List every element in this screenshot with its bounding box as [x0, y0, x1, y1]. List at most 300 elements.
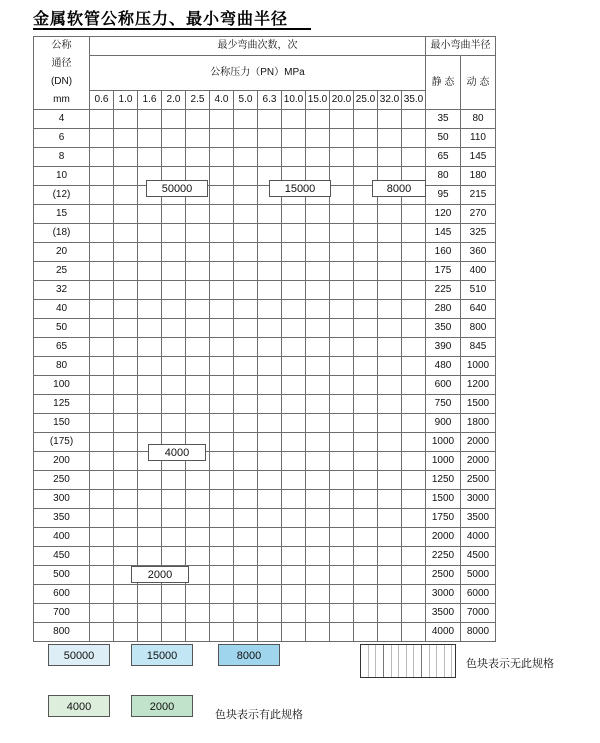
cell-r16-c5 [210, 414, 234, 433]
cell-r15-c3 [162, 395, 186, 414]
cell-r5-c8 [282, 205, 306, 224]
cell-r6-c10 [330, 224, 354, 243]
cell-r5-c3 [162, 205, 186, 224]
cell-r10-c12 [378, 300, 402, 319]
cell-r10-c7 [258, 300, 282, 319]
cell-r13-c4 [186, 357, 210, 376]
cell-r12-c0 [90, 338, 114, 357]
cell-r8-c10 [330, 262, 354, 281]
cell-r15-c5 [210, 395, 234, 414]
cell-r24-c8 [282, 566, 306, 585]
cell-r23-c10 [330, 547, 354, 566]
table-row [34, 433, 496, 452]
cell-r17-c0 [90, 433, 114, 452]
table-row [34, 471, 496, 490]
cell-r13-c11 [354, 357, 378, 376]
cell-r26-c8 [282, 604, 306, 623]
cell-r0-c9 [306, 110, 330, 129]
dn-value: 300 [34, 490, 90, 509]
cell-r22-c8 [282, 528, 306, 547]
cell-r18-c13 [402, 452, 426, 471]
cell-r17-c7 [258, 433, 282, 452]
cell-r23-c5 [210, 547, 234, 566]
dn-value: 80 [34, 357, 90, 376]
static-radius: 390 [426, 338, 461, 357]
dynamic-radius: 1200 [461, 376, 496, 395]
cell-r16-c6 [234, 414, 258, 433]
dn-header [34, 37, 90, 110]
legend-note-color: 色块表示有此规格 [215, 709, 303, 721]
dn-value: 400 [34, 528, 90, 547]
cell-r24-c4 [186, 566, 210, 585]
cell-r25-c10 [330, 585, 354, 604]
cell-r6-c2 [138, 224, 162, 243]
cell-r17-c9 [306, 433, 330, 452]
cell-r23-c9 [306, 547, 330, 566]
cell-r21-c4 [186, 509, 210, 528]
cell-r7-c6 [234, 243, 258, 262]
cell-r5-c12 [378, 205, 402, 224]
cell-r1-c8 [282, 129, 306, 148]
cell-r12-c9 [306, 338, 330, 357]
cell-r11-c0 [90, 319, 114, 338]
cell-r19-c8 [282, 471, 306, 490]
dn-value: 600 [34, 585, 90, 604]
table-row [34, 224, 496, 243]
dn-value: 10 [34, 167, 90, 186]
cell-r17-c13 [402, 433, 426, 452]
cell-r2-c13 [402, 148, 426, 167]
cell-r9-c2 [138, 281, 162, 300]
cell-r2-c7 [258, 148, 282, 167]
cell-r22-c6 [234, 528, 258, 547]
dynamic-header: 动 态 [461, 56, 496, 110]
dynamic-radius: 1500 [461, 395, 496, 414]
cell-r19-c7 [258, 471, 282, 490]
cell-r1-c7 [258, 129, 282, 148]
dn-value: 450 [34, 547, 90, 566]
cell-r9-c0 [90, 281, 114, 300]
cell-r5-c5 [210, 205, 234, 224]
cell-r15-c4 [186, 395, 210, 414]
cell-r11-c5 [210, 319, 234, 338]
cell-r26-c6 [234, 604, 258, 623]
cell-r10-c2 [138, 300, 162, 319]
dynamic-radius: 360 [461, 243, 496, 262]
cell-r2-c11 [354, 148, 378, 167]
cell-r6-c5 [210, 224, 234, 243]
cell-r21-c9 [306, 509, 330, 528]
pressure-col-2: 1.6 [138, 91, 162, 110]
cell-r24-c13 [402, 566, 426, 585]
cell-r18-c12 [378, 452, 402, 471]
static-radius: 280 [426, 300, 461, 319]
cell-r23-c3 [162, 547, 186, 566]
cell-r20-c2 [138, 490, 162, 509]
table-row [34, 585, 496, 604]
cell-r11-c2 [138, 319, 162, 338]
cell-r17-c12 [378, 433, 402, 452]
cell-r6-c9 [306, 224, 330, 243]
cell-r24-c6 [234, 566, 258, 585]
pressure-col-5: 4.0 [210, 91, 234, 110]
cell-r22-c4 [186, 528, 210, 547]
cell-r22-c5 [210, 528, 234, 547]
dynamic-radius: 510 [461, 281, 496, 300]
cell-r22-c11 [354, 528, 378, 547]
cell-r18-c8 [282, 452, 306, 471]
static-radius: 225 [426, 281, 461, 300]
cell-r20-c0 [90, 490, 114, 509]
cell-r0-c6 [234, 110, 258, 129]
dynamic-radius: 215 [461, 186, 496, 205]
cell-r7-c1 [114, 243, 138, 262]
cell-r8-c0 [90, 262, 114, 281]
cell-r20-c3 [162, 490, 186, 509]
table-row [34, 129, 496, 148]
table-row [34, 243, 496, 262]
dynamic-radius: 3000 [461, 490, 496, 509]
callout-8000: 8000 [372, 180, 426, 197]
cell-r5-c6 [234, 205, 258, 224]
cell-r17-c8 [282, 433, 306, 452]
cell-r13-c6 [234, 357, 258, 376]
dynamic-radius: 3500 [461, 509, 496, 528]
cell-r19-c4 [186, 471, 210, 490]
dn-header-line3: (DN) [50, 76, 73, 87]
dynamic-radius: 4500 [461, 547, 496, 566]
cell-r9-c13 [402, 281, 426, 300]
cell-r11-c11 [354, 319, 378, 338]
static-radius: 350 [426, 319, 461, 338]
dynamic-radius: 325 [461, 224, 496, 243]
cell-r20-c10 [330, 490, 354, 509]
cell-r10-c10 [330, 300, 354, 319]
cell-r4-c0 [90, 186, 114, 205]
dn-header-line1: 公称 [51, 40, 72, 51]
cell-r25-c5 [210, 585, 234, 604]
pressure-col-13: 35.0 [402, 91, 426, 110]
cell-r21-c11 [354, 509, 378, 528]
cell-r24-c12 [378, 566, 402, 585]
cell-r0-c7 [258, 110, 282, 129]
cell-r14-c8 [282, 376, 306, 395]
table-row [34, 110, 496, 129]
dn-value: 6 [34, 129, 90, 148]
cell-r14-c6 [234, 376, 258, 395]
cell-r25-c11 [354, 585, 378, 604]
cell-r8-c12 [378, 262, 402, 281]
legend-hatch-swatch [360, 644, 456, 678]
legend-swatch-50000: 50000 [48, 644, 110, 666]
cell-r0-c12 [378, 110, 402, 129]
cell-r4-c6 [234, 186, 258, 205]
cell-r21-c13 [402, 509, 426, 528]
cell-r8-c6 [234, 262, 258, 281]
cell-r18-c10 [330, 452, 354, 471]
cell-r5-c7 [258, 205, 282, 224]
pressure-col-10: 20.0 [330, 91, 354, 110]
table-header [34, 37, 496, 110]
dynamic-radius: 8000 [461, 623, 496, 642]
table-row [34, 281, 496, 300]
cell-r18-c11 [354, 452, 378, 471]
cell-r14-c4 [186, 376, 210, 395]
cell-r20-c4 [186, 490, 210, 509]
dynamic-radius: 1000 [461, 357, 496, 376]
pressure-col-3: 2.0 [162, 91, 186, 110]
cell-r7-c3 [162, 243, 186, 262]
cell-r8-c5 [210, 262, 234, 281]
cell-r2-c0 [90, 148, 114, 167]
table-row [34, 205, 496, 224]
dn-value: (18) [34, 224, 90, 243]
cell-r20-c13 [402, 490, 426, 509]
dynamic-radius: 4000 [461, 528, 496, 547]
cell-r7-c4 [186, 243, 210, 262]
cell-r8-c3 [162, 262, 186, 281]
cell-r2-c1 [114, 148, 138, 167]
cell-r13-c7 [258, 357, 282, 376]
dn-value: 32 [34, 281, 90, 300]
cell-r8-c13 [402, 262, 426, 281]
cell-r16-c12 [378, 414, 402, 433]
cell-r12-c6 [234, 338, 258, 357]
cell-r14-c0 [90, 376, 114, 395]
static-radius: 80 [426, 167, 461, 186]
cell-r14-c7 [258, 376, 282, 395]
cell-r5-c2 [138, 205, 162, 224]
bend-count-header: 最少弯曲次数，次 [90, 37, 426, 56]
cell-r20-c7 [258, 490, 282, 509]
table-row [34, 376, 496, 395]
cell-r3-c0 [90, 167, 114, 186]
dn-value: 800 [34, 623, 90, 642]
cell-r6-c11 [354, 224, 378, 243]
dn-value: 700 [34, 604, 90, 623]
cell-r9-c5 [210, 281, 234, 300]
dynamic-radius: 2000 [461, 433, 496, 452]
pressure-col-1: 1.0 [114, 91, 138, 110]
cell-r15-c9 [306, 395, 330, 414]
cell-r16-c1 [114, 414, 138, 433]
cell-r4-c5 [210, 186, 234, 205]
table-row [34, 414, 496, 433]
cell-r19-c11 [354, 471, 378, 490]
cell-r11-c3 [162, 319, 186, 338]
cell-r0-c10 [330, 110, 354, 129]
cell-r23-c2 [138, 547, 162, 566]
cell-r18-c5 [210, 452, 234, 471]
cell-r2-c12 [378, 148, 402, 167]
cell-r14-c1 [114, 376, 138, 395]
dn-value: 350 [34, 509, 90, 528]
cell-r8-c8 [282, 262, 306, 281]
cell-r13-c3 [162, 357, 186, 376]
dynamic-radius: 2000 [461, 452, 496, 471]
cell-r19-c1 [114, 471, 138, 490]
table-row [34, 395, 496, 414]
dn-value: 125 [34, 395, 90, 414]
cell-r10-c6 [234, 300, 258, 319]
dn-value: 500 [34, 566, 90, 585]
cell-r17-c5 [210, 433, 234, 452]
cell-r21-c6 [234, 509, 258, 528]
cell-r12-c4 [186, 338, 210, 357]
cell-r17-c6 [234, 433, 258, 452]
pressure-col-7: 6.3 [258, 91, 282, 110]
static-radius: 65 [426, 148, 461, 167]
table-row [34, 528, 496, 547]
cell-r26-c3 [162, 604, 186, 623]
dn-value: 20 [34, 243, 90, 262]
cell-r21-c5 [210, 509, 234, 528]
cell-r23-c0 [90, 547, 114, 566]
cell-r14-c10 [330, 376, 354, 395]
table-body [34, 110, 496, 642]
cell-r9-c1 [114, 281, 138, 300]
cell-r7-c7 [258, 243, 282, 262]
cell-r24-c0 [90, 566, 114, 585]
cell-r24-c11 [354, 566, 378, 585]
cell-r1-c0 [90, 129, 114, 148]
cell-r25-c1 [114, 585, 138, 604]
cell-r1-c6 [234, 129, 258, 148]
cell-r11-c7 [258, 319, 282, 338]
page-title: 金属软管公称压力、最小弯曲半径 [33, 9, 289, 28]
cell-r2-c5 [210, 148, 234, 167]
cell-r1-c5 [210, 129, 234, 148]
dynamic-radius: 6000 [461, 585, 496, 604]
table-row [34, 490, 496, 509]
cell-r12-c3 [162, 338, 186, 357]
cell-r14-c2 [138, 376, 162, 395]
cell-r2-c9 [306, 148, 330, 167]
cell-r26-c4 [186, 604, 210, 623]
cell-r13-c1 [114, 357, 138, 376]
static-header: 静 态 [426, 56, 461, 110]
cell-r5-c11 [354, 205, 378, 224]
static-radius: 2500 [426, 566, 461, 585]
cell-r26-c7 [258, 604, 282, 623]
cell-r9-c3 [162, 281, 186, 300]
cell-r22-c13 [402, 528, 426, 547]
dn-value: 200 [34, 452, 90, 471]
cell-r12-c13 [402, 338, 426, 357]
table-row [34, 338, 496, 357]
cell-r17-c11 [354, 433, 378, 452]
cell-r18-c6 [234, 452, 258, 471]
cell-r25-c3 [162, 585, 186, 604]
cell-r20-c9 [306, 490, 330, 509]
legend-swatch-4000: 4000 [48, 695, 110, 717]
table-row [34, 604, 496, 623]
dynamic-radius: 1800 [461, 414, 496, 433]
cell-r13-c12 [378, 357, 402, 376]
cell-r15-c0 [90, 395, 114, 414]
cell-r10-c3 [162, 300, 186, 319]
static-radius: 1250 [426, 471, 461, 490]
cell-r10-c8 [282, 300, 306, 319]
static-radius: 160 [426, 243, 461, 262]
cell-r6-c7 [258, 224, 282, 243]
dynamic-radius: 400 [461, 262, 496, 281]
static-radius: 1000 [426, 452, 461, 471]
cell-r15-c13 [402, 395, 426, 414]
cell-r10-c0 [90, 300, 114, 319]
static-radius: 145 [426, 224, 461, 243]
pressure-col-8: 10.0 [282, 91, 306, 110]
cell-r24-c7 [258, 566, 282, 585]
cell-r10-c11 [354, 300, 378, 319]
cell-r14-c11 [354, 376, 378, 395]
cell-r0-c0 [90, 110, 114, 129]
cell-r25-c7 [258, 585, 282, 604]
pressure-header: 公称压力（PN）MPa [90, 56, 426, 91]
table-row [34, 509, 496, 528]
cell-r1-c3 [162, 129, 186, 148]
cell-r12-c11 [354, 338, 378, 357]
cell-r19-c2 [138, 471, 162, 490]
cell-r20-c12 [378, 490, 402, 509]
dn-value: 25 [34, 262, 90, 281]
cell-r1-c11 [354, 129, 378, 148]
static-radius: 50 [426, 129, 461, 148]
cell-r23-c1 [114, 547, 138, 566]
static-radius: 900 [426, 414, 461, 433]
dn-value: 8 [34, 148, 90, 167]
cell-r19-c12 [378, 471, 402, 490]
cell-r21-c3 [162, 509, 186, 528]
cell-r9-c7 [258, 281, 282, 300]
cell-r23-c12 [378, 547, 402, 566]
cell-r11-c13 [402, 319, 426, 338]
cell-r5-c13 [402, 205, 426, 224]
cell-r10-c9 [306, 300, 330, 319]
cell-r19-c6 [234, 471, 258, 490]
cell-r22-c3 [162, 528, 186, 547]
legend-swatch-15000: 15000 [131, 644, 193, 666]
cell-r14-c13 [402, 376, 426, 395]
cell-r16-c4 [186, 414, 210, 433]
dn-value: 65 [34, 338, 90, 357]
cell-r23-c8 [282, 547, 306, 566]
cell-r21-c10 [330, 509, 354, 528]
legend [0, 630, 600, 740]
cell-r10-c5 [210, 300, 234, 319]
cell-r0-c3 [162, 110, 186, 129]
dynamic-radius: 180 [461, 167, 496, 186]
cell-r22-c2 [138, 528, 162, 547]
cell-r7-c2 [138, 243, 162, 262]
cell-r11-c8 [282, 319, 306, 338]
static-radius: 750 [426, 395, 461, 414]
cell-r21-c2 [138, 509, 162, 528]
cell-r21-c7 [258, 509, 282, 528]
cell-r22-c7 [258, 528, 282, 547]
cell-r4-c10 [330, 186, 354, 205]
dn-value: 150 [34, 414, 90, 433]
cell-r16-c3 [162, 414, 186, 433]
cell-r14-c3 [162, 376, 186, 395]
cell-r19-c3 [162, 471, 186, 490]
cell-r0-c1 [114, 110, 138, 129]
cell-r13-c0 [90, 357, 114, 376]
cell-r0-c4 [186, 110, 210, 129]
table-row [34, 186, 496, 205]
table-row [34, 566, 496, 585]
cell-r15-c7 [258, 395, 282, 414]
